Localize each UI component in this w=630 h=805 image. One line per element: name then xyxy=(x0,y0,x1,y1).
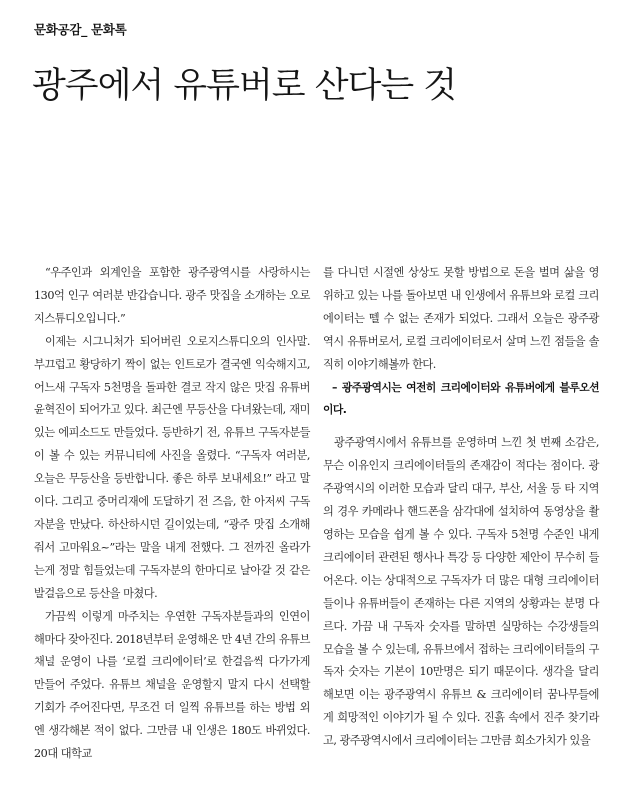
section-label: 문화공감_ 문화톡 xyxy=(34,22,127,37)
article-paragraph: 가끔씩 이렇게 마주치는 우연한 구독자분들과의 인연이 해마다 잦아진다. 2018년부터 운영해온 만 4년 간의 유튜브 채널 운영이 나를 ‘로컬 크리에이터’로 한걸음씩 다가가게 만들어 주었다. 유튜브 채널을 운영할지 말지 다시 선택할 기회가 주어진다면, 무조건 더 일찍 유튜브를 하는 방법 외엔 생각해본 적이 없다. 그만큼 내 인생은 180도 바뀌었다. 20대 대학교 xyxy=(34,609,310,761)
article-paragraph: 광주광역시에서 유튜브를 운영하며 느낀 첫 번째 소감은, 무슨 이유인지 크리에이터들의 존재감이 적다는 점이다. 광주광역시의 이러한 모습과 달리 대구, 부산, 서울 등 타 지역의 경우 카메라나 핸드폰을 삼각대에 설치하여 동영상을 촬영하는 모습을 쉽게 볼 수 있다. 구독자 5천명 수준인 내게 크리에이터 관련된 행사나 특강 등 다양한 제안이 무수히 들어온다. 이는 상대적으로 구독자가 더 많은 대형 크리에이터들이나 유튜버들이 존재하는 다른 지역의 상황과는 분명 다르다. 가끔 내 구독자 숫자를 말하면 실망하는 수강생들의 모습을 볼 수 있는데, 유튜브에서 접하는 크리에이터들의 구독자 숫자는 기본이 10만명은 되기 때문이다. 생각을 달리해보면 이는 광주광역시 유튜브 & 크리에이터 꿈나무들에게 희망적인 이야기가 될 수 있다. 진흙 속에서 진주 찾기라고, 광주광역시에서 크리에이터는 그만큼 희소가치가 있을 xyxy=(323,436,599,748)
article-paragraph: 를 다니던 시절엔 상상도 못할 방법으로 돈을 벌며 삶을 영위하고 있는 나를 돌아보면 내 인생에서 유튜브와 로컬 크리에이터는 뗄 수 없는 존재가 되었다. 그래서 오늘은 광주광역시 유튜버로서, 로컬 크리에이터로서 살며 느낀 점들을 솔직히 이야기해볼까 한다. xyxy=(323,266,599,371)
article-column-right xyxy=(323,262,599,753)
article-subheading: – 광주광역시는 여전히 크리에이터와 유튜버에게 블루오션이다. xyxy=(323,380,599,417)
paragraph-gap xyxy=(323,422,599,432)
page-title: 광주에서 유튜버로 산다는 것 xyxy=(32,66,457,106)
article-paragraph: “우주인과 외계인을 포함한 광주광역시를 사랑하시는 130억 인구 여러분 반갑습니다. 광주 맛집을 소개하는 오로지스튜디오입니다.” xyxy=(34,266,310,325)
article-column-left xyxy=(34,262,310,766)
article-paragraph: 이제는 시그니처가 되어버린 오로지스튜디오의 인사말. 부끄럽고 황당하기 짝이 없는 인트로가 결국엔 익숙해지고, 어느새 구독자 5천명을 돌파한 결코 작지 않은 맛집 유튜버 윤혁진이 되어가고 있다. 최근엔 무등산을 다녀왔는데, 재미있는 에피소드도 만들었다. 등반하기 전, 유튜브 구독자분들이 볼 수 있는 커뮤니티에 사진을 올렸다. “구독자 여러분, 오늘은 무등산을 등반합니다. 좋은 하루 보내세요!” 라고 말이다. 그리고 중머리재에 도달하기 전 즈음, 한 아저씨 구독자분을 만났다. 하산하시던 길이었는데, “광주 맛집 소개해줘서 고마워요~”라는 말을 내게 전했다. 그 전까진 올라가는게 정말 힘들었는데 구독자분의 한마디로 날아갈 것 같은 발걸음으로 등산을 마쳤다. xyxy=(34,334,310,600)
